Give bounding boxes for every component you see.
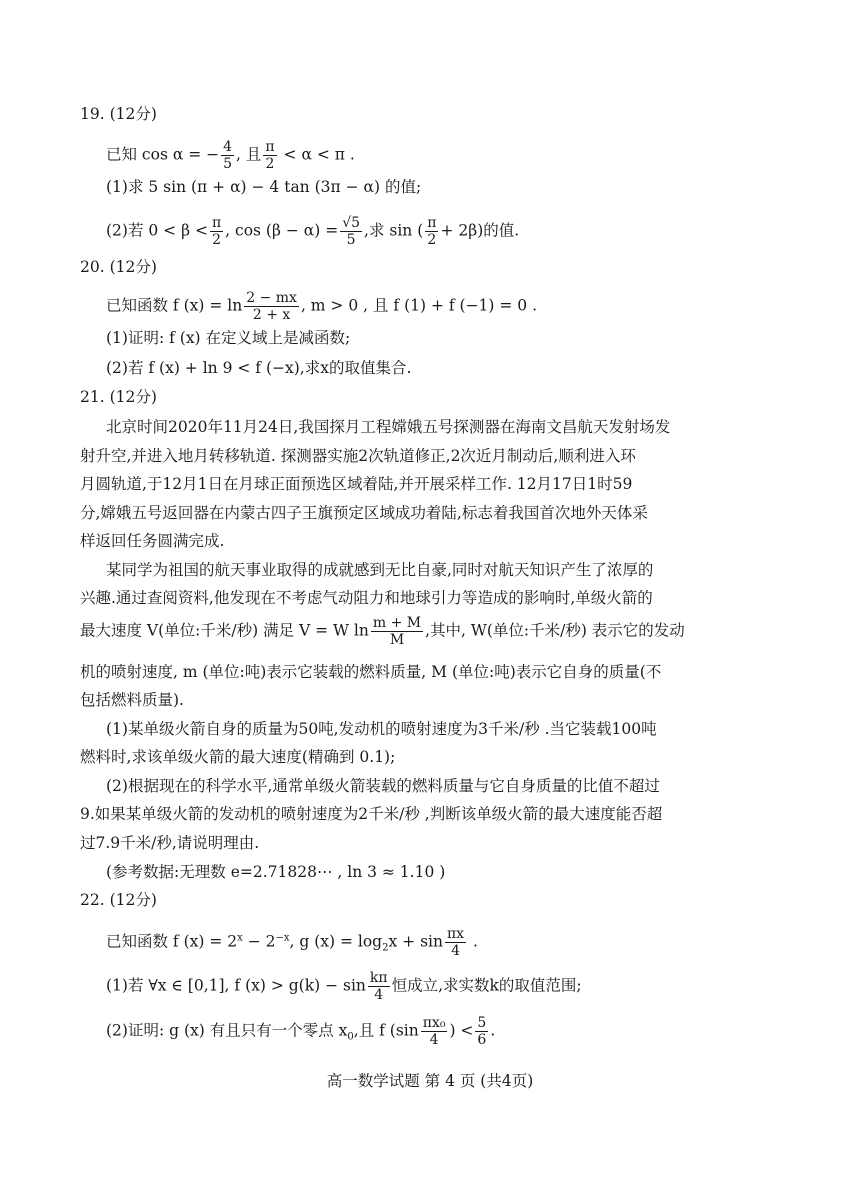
question-20-part-2: (2)若 f (x) + ln 9 < f (−x),求x的取值集合. — [106, 359, 412, 377]
fraction — [425, 215, 438, 248]
numerator: π — [265, 139, 275, 155]
denominator: 4 — [368, 986, 390, 1003]
numerator: πx — [446, 926, 465, 942]
numerator: m + M — [372, 615, 422, 631]
question-21-part-1-line: (1)某单级火箭自身的质量为50吨,发动机的喷射速度为3千米/秒 .当它装载100吨 — [106, 720, 657, 738]
given-text: , 且 — [236, 145, 262, 164]
context-text: ,其中, W(单位:千米/秒) 表示它的发动 — [425, 621, 685, 640]
fraction — [263, 139, 276, 172]
fraction — [421, 1015, 448, 1048]
paragraph-line: 北京时间2020年11月24日,我国探月工程嫦娥五号探测器在海南文昌航天发射场发 — [106, 418, 671, 436]
question-21-part-2-line: 过7.9千米/秒,请说明理由. — [80, 834, 260, 852]
question-21-context-line: 某同学为祖国的航天事业取得的成就感到无比自豪,同时对航天知识产生了浓厚的 — [106, 561, 654, 579]
paragraph-line: 射升空,并进入地月转移轨道. 探测器实施2次轨道修正,2次近月制动后,顺利进入环 — [80, 446, 636, 465]
page-footer: 高一数学试题 第 4 页 (共4页) — [326, 1072, 534, 1090]
question-20-given — [106, 290, 537, 323]
given-text: − 2 — [242, 932, 276, 951]
part-text: (1)若 ∀x ∈ [0,1], f (x) > g(k) − sin — [106, 976, 366, 995]
numerator: √5 — [342, 215, 361, 231]
denominator: 5 — [223, 156, 233, 172]
denominator: 2 — [263, 155, 276, 172]
question-19-part-1: (1)求 5 sin (π + α) − 4 tan (3π − α) 的值; — [106, 178, 422, 196]
question-21-context-line: 包括燃料质量). — [80, 691, 184, 709]
numerator: πx₀ — [422, 1015, 446, 1031]
fraction — [244, 290, 299, 323]
fraction — [368, 970, 390, 1003]
part-text: 恒成立,求实数k的取值范围; — [391, 976, 582, 995]
part-text: (2)若 0 < β < — [106, 221, 208, 240]
question-22-given — [106, 926, 478, 960]
denominator: 5 — [340, 231, 362, 248]
question-19-given — [106, 139, 355, 172]
fraction — [210, 215, 223, 248]
question-21-part-1-line: 燃料时,求该单级火箭的最大速度(精确到 0.1); — [80, 748, 396, 766]
question-21-context-line: 兴趣.通过查阅资料,他发现在不考虑气动阻力和地球引力等造成的影响时,单级火箭的 — [80, 589, 653, 607]
part-text: ,且 f (sin — [353, 1021, 419, 1040]
paragraph-line: 样返回任务圆满完成. — [80, 532, 225, 550]
given-text: 已知函数 f (x) = ln — [106, 296, 243, 315]
fraction — [221, 139, 234, 172]
numerator: π — [427, 215, 437, 231]
part-text: ,求 sin ( — [364, 221, 424, 240]
denominator: 2 — [425, 231, 438, 248]
denominator: 4 — [445, 942, 466, 959]
fraction — [371, 615, 423, 648]
question-20-part-1: (1)证明: f (x) 在定义域上是减函数; — [106, 329, 351, 347]
part-text: , cos (β − α) = — [225, 221, 339, 240]
question-22-heading: 22. (12分) — [80, 891, 157, 909]
denominator: 4 — [421, 1031, 448, 1048]
given-text: x + sin — [388, 932, 443, 951]
part-text: ) < — [449, 1021, 474, 1040]
question-22-part-1 — [106, 970, 582, 1003]
question-21-reference-data: (参考数据:无理数 e=2.71828⋯ , ln 3 ≈ 1.10 ) — [106, 863, 446, 881]
part-text: . — [490, 1021, 496, 1040]
question-19-part-2 — [106, 215, 519, 248]
question-21-part-2-line: (2)根据现在的科学水平,通常单级火箭装载的燃料质量与它自身质量的比值不超过 — [106, 777, 660, 795]
numerator: 5 — [477, 1015, 487, 1031]
subscript: 0 — [347, 1031, 354, 1043]
numerator: kπ — [369, 970, 388, 986]
question-21-background-paragraph — [80, 413, 780, 556]
paragraph-line: 分,嫦娥五号返回器在内蒙古四子王旗预定区域成功着陆,标志着我国首次地外天体采 — [80, 503, 648, 522]
given-text: 已知 cos α = − — [106, 145, 220, 164]
paragraph-line: 月圆轨道,于12月1日在月球正面预选区域着陆,并开展采样工作. 12月17日1时59 — [80, 475, 633, 493]
numerator: π — [211, 215, 222, 231]
numerator: 4 — [223, 139, 233, 155]
question-21-heading: 21. (12分) — [80, 388, 157, 406]
given-text: , g (x) = log — [289, 932, 383, 951]
context-text: 最大速度 V(单位:千米/秒) 满足 V = W ln — [80, 621, 369, 640]
question-22-part-2 — [106, 1015, 495, 1049]
question-19-heading: 19. (12分) — [80, 105, 157, 123]
part-text: + 2β)的值. — [440, 221, 520, 240]
question-21-part-2-line: 9.如果某单级火箭的发动机的喷射速度为2千米/秒 ,判断该单级火箭的最大速度能否超 — [80, 805, 663, 823]
fraction — [340, 215, 362, 248]
denominator: 2 + x — [244, 306, 299, 323]
question-21-formula-line — [80, 615, 685, 648]
fraction — [445, 926, 466, 959]
denominator: 6 — [477, 1032, 487, 1048]
given-text: < α < π . — [278, 145, 355, 164]
numerator: 2 − mx — [246, 290, 297, 306]
denominator: 2 — [210, 231, 223, 248]
given-text: . — [468, 932, 478, 951]
question-21-context-line: 机的喷射速度, m (单位:吨)表示它装载的燃料质量, M (单位:吨)表示它自身的质量(不 — [80, 663, 662, 681]
fraction — [475, 1015, 488, 1048]
exponent: x — [237, 932, 243, 944]
given-text: , m > 0 , 且 f (1) + f (−1) = 0 . — [300, 296, 538, 315]
part-text: (2)证明: g (x) 有且只有一个零点 x — [106, 1021, 348, 1040]
exponent: −x — [275, 932, 290, 944]
denominator: M — [371, 631, 423, 648]
given-text: 已知函数 f (x) = 2 — [106, 932, 238, 951]
question-20-heading: 20. (12分) — [80, 258, 157, 276]
log-base: 2 — [382, 942, 389, 954]
